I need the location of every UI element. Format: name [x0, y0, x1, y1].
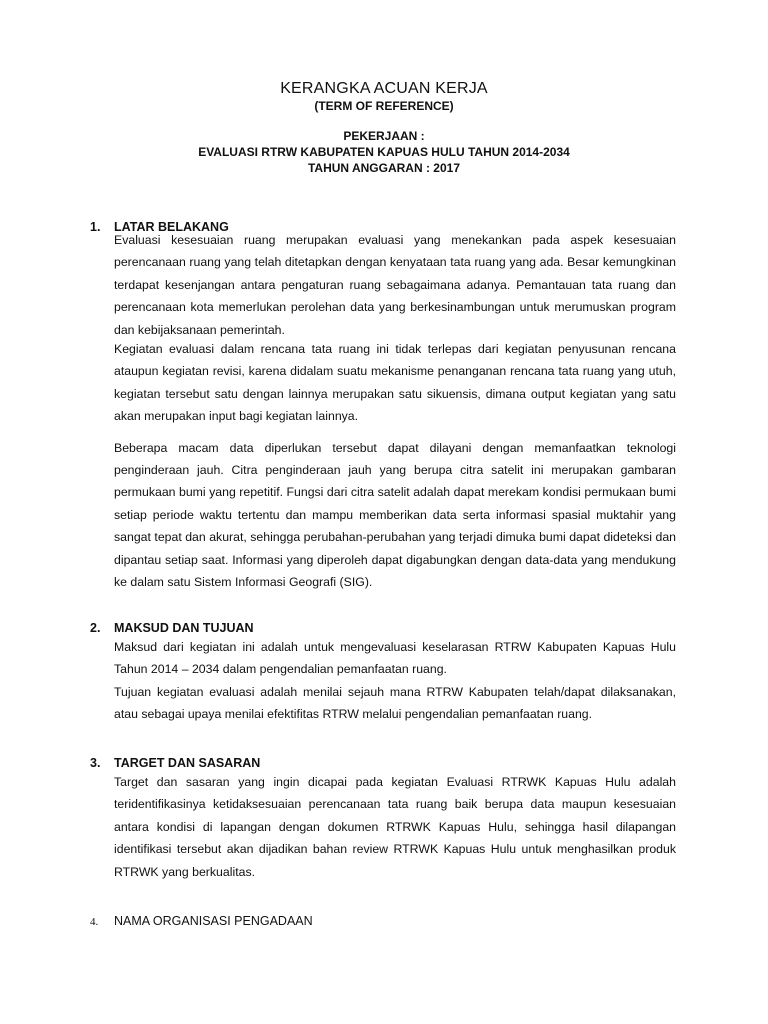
- paragraph: Beberapa macam data diperlukan tersebut dapat dilayani dengan memanfaatkan teknologi penginderaan jauh. Citra penginderaan jauh yang berupa citra satelit ini merupakan gambaran permukaan bumi yang repetitif. Fungsi dari citra satelit adalah dapat merekam kondisi permukaan bumi setiap periode waktu tertentu dan mampu memberikan data serta informasi spasial muktahir yang sangat tepat dan akurat, sehingga perubahan-perubahan yang terjadi dimuka bumi dapat dideteksi dan dipantau setiap saat. Informasi yang diperoleh dapat digabungkan dengan data-data yang mendukung ke dalam satu Sistem Informasi Geografi (SIG).: [114, 440, 676, 590]
- paragraph: Target dan sasaran yang ingin dicapai pada kegiatan Evaluasi RTRWK Kapuas Hulu adalah teridentifikasinya ketidaksesuaian perencanaan tata ruang baik berupa data maupun kesesuaian antara kondisi di lapangan dengan dokumen RTRWK Kapuas Hulu, sehingga hasil dilapangan identifikasi tersebut akan dijadikan bahan review RTRWK Kapuas Hulu untuk menghasilkan produk RTRWK yang berkualitas.: [114, 775, 676, 879]
- job-title: EVALUASI RTRW KABUPATEN KAPUAS HULU TAHUN 2014-2034: [198, 145, 570, 159]
- document-subtitle: (TERM OF REFERENCE): [314, 99, 454, 113]
- budget-year: TAHUN ANGGARAN : 2017: [307, 161, 460, 175]
- section-title: NAMA ORGANISASI PENGADAAN: [114, 914, 313, 928]
- section-nama-organisasi-pengadaan: [90, 913, 680, 929]
- paragraph: Tujuan kegiatan evaluasi adalah menilai sejauh mana RTRW Kabupaten telah/dapat dilaksanakan, atau sebagai upaya menilai efektifitas RTRW melalui pengendalian pemanfaatan ruang.: [114, 684, 676, 722]
- section-title: MAKSUD DAN TUJUAN: [114, 621, 254, 635]
- section-maksud-dan-tujuan: [90, 620, 680, 726]
- section-heading: [90, 755, 680, 771]
- section-latar-belakang: [90, 219, 680, 594]
- paragraph: Kegiatan evaluasi dalam rencana tata ruang ini tidak terlepas dari kegiatan penyusunan rencana ataupun kegiatan revisi, karena didalam suatu mekanisme penanganan rencana tata ruang yang utuh, kegiatan tersebut satu dengan lainnya merupakan satu sikuensis, dimana output kegiatan yang satu akan merupakan input bagi kegiatan lainnya.: [114, 342, 676, 424]
- paragraph: Evaluasi kesesuaian ruang merupakan evaluasi yang menekankan pada aspek kesesuaian perencanaan ruang yang telah ditetapkan dengan kenyataan tata ruang yang ada. Besar kemungkinan terdapat kesenjangan antara pengaturan ruang sebagaimana adanya. Pemantauan tata ruang dan perencanaan kota memerlukan perolehan data yang berkesinambungan untuk merumuskan program dan kebijaksanaan pemerintah.: [114, 233, 676, 337]
- paragraph: Maksud dari kegiatan ini adalah untuk mengevaluasi keselarasan RTRW Kabupaten Kapuas Hulu Tahun 2014 – 2034 dalam pengendalian pemanfaatan ruang.: [114, 640, 676, 677]
- section-heading: [90, 620, 680, 636]
- document-title: KERANGKA ACUAN KERJA: [280, 80, 488, 97]
- section-number: 2.: [90, 621, 101, 635]
- section-heading: [90, 913, 680, 929]
- section-number: 3.: [90, 756, 101, 770]
- section-title: LATAR BELAKANG: [114, 220, 229, 234]
- section-body: [114, 771, 676, 883]
- section-number: 1.: [90, 220, 101, 234]
- section-number: 4.: [90, 916, 99, 928]
- section-body: [114, 636, 676, 726]
- section-target-dan-sasaran: [90, 755, 680, 883]
- job-label: PEKERJAAN :: [343, 129, 425, 143]
- section-title: TARGET DAN SASARAN: [114, 756, 261, 770]
- section-body: [114, 229, 676, 594]
